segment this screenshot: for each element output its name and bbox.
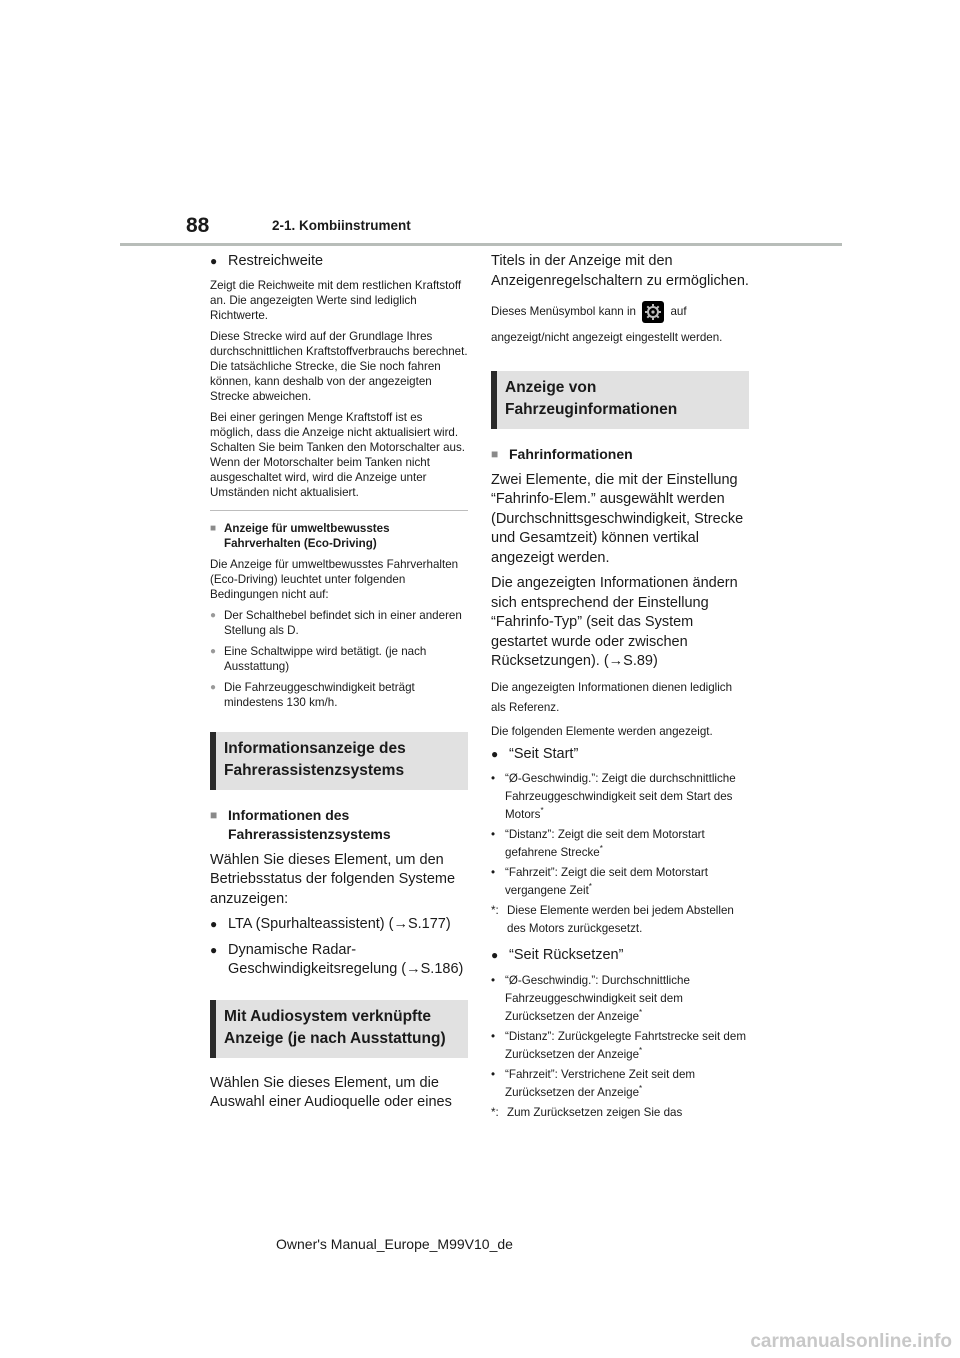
footnote: *: Diese Elemente werden bei jedem Abstellen des Motors zurückgesetzt. [491,904,734,935]
bullet-dot-icon: ● [491,948,499,962]
seit-start-heading: ● “Seit Start” [491,745,749,765]
header-rule [120,243,842,246]
bullet-dot-icon: ● [210,609,217,621]
paragraph: Die folgenden Elemente werden angezeigt. [491,724,713,738]
square-bullet-icon: ■ [210,807,218,822]
right-column [491,252,749,1130]
eco-heading: ■ Anzeige für umweltbewusstes Fahrverhalten (Eco-Driving) [210,521,390,550]
watermark: carmanualsonline.info [750,1331,952,1352]
paragraph: Die angezeigten Informationen ändern sich entsprechend der Einstellung “Fahrinfo-Typ” (seit das System gestartet wurde oder zwischen Rücksetzungen). (→S.89) [491,575,738,669]
bullet-dot-icon: ● [210,645,217,657]
paragraph: Schalten Sie beim Tanken den Motorschalter aus. Wenn der Motorschalter beim Tanken nicht ausgeschaltet wird, wird die Anzeige unter Umständen nicht aktualisiert. [210,440,465,499]
list-item: • “Distanz”: Zurückgelegte Fahrtstrecke seit dem Zurücksetzen der Anzeige* [491,1029,746,1061]
footnote: *: Zum Zurücksetzen zeigen Sie das [491,1105,683,1119]
section-box-audio: Mit Audiosystem verknüpfte Anzeige (je nach Ausstattung) [210,1000,468,1058]
list-item: • “Fahrzeit”: Zeigt die seit dem Motorstart vergangene Zeit* [491,866,708,897]
list-item: • “Ø-Geschwindig.”: Durchschnittliche Fahrzeuggeschwindigkeit seit dem Zurücksetzen der Anzeige* [491,973,690,1023]
info-heading: ■ Informationen des Fahrerassistenzsystems [210,806,468,845]
square-bullet-icon: ■ [210,522,217,534]
paragraph: Die Anzeige für umweltbewusstes Fahrverhalten (Eco-Driving) leuchtet unter folgenden Bedingungen nicht auf: [210,557,459,601]
section-box-fahrerassistenz: Informationsanzeige des Fahrerassistenzsystems [210,732,468,790]
list-item: ● Eine Schaltwippe wird betätigt. (je nach Ausstattung) [210,644,427,673]
bullet-dot-icon: ● [210,917,218,931]
paragraph: Titels in der Anzeige mit den Anzeigenregelschaltern zu ermöglichen. [491,253,749,289]
paragraph: Wählen Sie dieses Element, um die Auswahl einer Audioquelle oder eines [210,1074,452,1110]
square-bullet-icon: ■ [491,447,499,461]
paragraph: Die angezeigten Informationen dienen lediglich als Referenz. [491,680,733,714]
left-column [210,252,468,1119]
seit-reset-heading: ● “Seit Rücksetzen” [491,946,749,966]
section-box-fahrzeuginfo: Anzeige von Fahrzeuginformationen [491,371,749,429]
footer-text: Owner's Manual_Europe_M99V10_de [276,1236,513,1252]
fahrinfo-heading: ■ Fahrinformationen [491,445,749,465]
bullet-dot-icon: ● [210,942,218,957]
section-title: 2-1. Kombiinstrument [272,218,411,233]
list-item: • “Ø-Geschwindig.”: Zeigt die durchschnittliche Fahrzeuggeschwindigkeit seit dem Start des Motors* [491,772,736,821]
restreichweite-heading: ● Restreichweite [210,252,468,272]
list-item: ● LTA (Spurhalteassistent) (→S.177) [210,915,468,935]
gear-icon [642,301,664,323]
menu-note: Dieses Menüsymbol kann in auf angezeigt/nicht angezeigt eingestellt werden. [491,299,749,351]
list-item: ● Der Schalthebel befindet sich in einer anderen Stellung als D. [210,608,462,637]
page-number: 88 [186,214,210,237]
paragraph: Zeigt die Reichweite mit dem restlichen Kraftstoff an. Die angezeigten Werte sind lediglich Richtwerte. [210,278,462,322]
list-item: • “Fahrzeit”: Verstrichene Zeit seit dem Zurücksetzen der Anzeige* [491,1067,696,1099]
paragraph: Bei einer geringen Menge Kraftstoff ist es möglich, dass die Anzeige nicht aktualisiert wird. [210,410,459,439]
paragraph: Wählen Sie dieses Element, um den Betriebsstatus der folgenden Systeme anzuzeigen: [210,851,456,907]
paragraph: Zwei Elemente, die mit der Einstellung “Fahrinfo-Elem.” ausgewählt werden (Durchschnittsgeschwindigkeit, Strecke und Gesamtzeit) können vertikal angezeigt werden. [491,471,744,566]
list-item: • “Distanz”: Zeigt die seit dem Motorstart gefahrene Strecke* [491,828,705,859]
list-item: ● Die Fahrzeuggeschwindigkeit beträgt mindestens 130 km/h. [210,680,415,709]
bullet-dot-icon: ● [210,254,218,268]
bullet-dot-icon: ● [210,681,217,693]
divider [210,510,468,511]
list-item: ● Dynamische Radar-Geschwindigkeitsregelung (→S.186) [210,941,468,980]
bullet-dot-icon: ● [491,746,499,761]
paragraph: Diese Strecke wird auf der Grundlage Ihres durchschnittlichen Kraftstoffverbrauchs berechnet. Die tatsächliche Strecke, die Sie noch fahren können, kann deshalb von der angezeigten Strecke abweichen. [210,329,468,403]
